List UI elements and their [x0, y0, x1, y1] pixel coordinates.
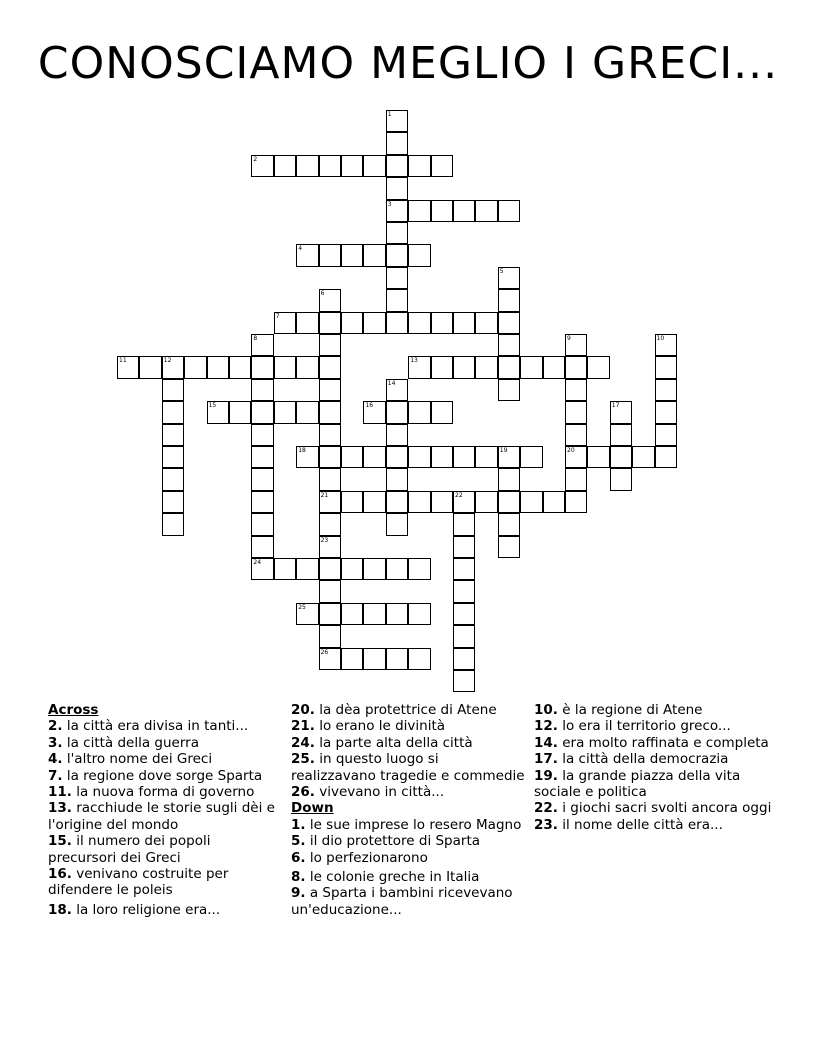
grid-cell[interactable]: [498, 468, 520, 490]
grid-cell[interactable]: [162, 468, 184, 490]
grid-cell[interactable]: [341, 155, 363, 177]
grid-cell[interactable]: [453, 625, 475, 647]
grid-cell[interactable]: [610, 468, 632, 490]
clue-across-7: 7. la regione dove sorge Sparta: [48, 767, 263, 784]
grid-cell[interactable]: [386, 468, 408, 490]
clue-number: 14: [387, 379, 396, 387]
clue-number: 22: [455, 491, 463, 499]
clue-across-2: 2. la città era divisa in tanti...: [48, 718, 249, 735]
grid-cell[interactable]: [408, 491, 430, 513]
grid-cell[interactable]: [319, 401, 341, 423]
grid-cell[interactable]: [274, 356, 296, 378]
clue-number: 25: [298, 603, 306, 611]
grid-cell[interactable]: [587, 446, 609, 468]
clues-column-3: [534, 702, 774, 833]
clues-column-1: [48, 702, 280, 918]
grid-cell[interactable]: [162, 446, 184, 468]
grid-cell[interactable]: [363, 491, 385, 513]
grid-cell[interactable]: [431, 200, 453, 222]
grid-cell[interactable]: [475, 356, 497, 378]
grid-cell[interactable]: [296, 312, 318, 334]
grid-cell[interactable]: [251, 491, 273, 513]
grid-cell[interactable]: [319, 468, 341, 490]
grid-cell[interactable]: [296, 446, 318, 468]
grid-cell[interactable]: [251, 401, 273, 423]
grid-cell[interactable]: [431, 155, 453, 177]
grid-cell[interactable]: [386, 222, 408, 244]
grid-cell[interactable]: [610, 446, 632, 468]
clue-across-26: 26. vivevano in città...: [291, 784, 445, 801]
grid-cell[interactable]: [408, 648, 430, 670]
grid-cell[interactable]: [319, 155, 341, 177]
grid-cell[interactable]: [117, 356, 139, 378]
grid-cell[interactable]: [498, 491, 520, 513]
grid-cell[interactable]: [162, 401, 184, 423]
clue-across-18: 18. la loro religione era...: [48, 901, 221, 918]
clue-across-25: 25. in questo luogo si realizzavano tragedie e commedie: [291, 751, 525, 784]
grid-cell[interactable]: [453, 513, 475, 535]
clue-number: 9: [567, 335, 571, 342]
grid-cell[interactable]: [251, 424, 273, 446]
grid-cell[interactable]: [453, 446, 475, 468]
clue-across-20: 20. la dèa protettrice di Atene: [291, 702, 497, 718]
grid-cell[interactable]: [162, 513, 184, 535]
grid-cell[interactable]: [565, 446, 587, 468]
grid-cell[interactable]: [386, 177, 408, 199]
grid-cell[interactable]: [655, 424, 677, 446]
grid-cell[interactable]: [498, 200, 520, 222]
grid-cell[interactable]: [565, 356, 587, 378]
clue-number: 24: [253, 559, 262, 566]
grid-cell[interactable]: [386, 491, 408, 513]
grid-cell[interactable]: [453, 580, 475, 602]
grid-cell[interactable]: [431, 491, 453, 513]
grid-cell[interactable]: [363, 312, 385, 334]
grid-cell[interactable]: [207, 401, 229, 423]
clue-across-21: 21. lo erano le divinità: [291, 718, 446, 735]
grid-cell[interactable]: [520, 356, 542, 378]
grid-cell[interactable]: [565, 424, 587, 446]
clue-number: 16: [365, 402, 374, 410]
clue-across-13: 13. racchiude le storie sugli dèi e l'origine del mondo: [48, 800, 275, 833]
grid-cell[interactable]: [453, 603, 475, 625]
grid-cell[interactable]: [386, 155, 408, 177]
grid-cell[interactable]: [274, 312, 296, 334]
grid-cell[interactable]: [565, 334, 587, 356]
clue-down-8: 8. le colonie greche in Italia: [291, 869, 480, 886]
down-header: Down: [291, 800, 334, 817]
grid-cell[interactable]: [319, 513, 341, 535]
grid-cell[interactable]: [498, 312, 520, 334]
grid-cell[interactable]: [319, 446, 341, 468]
grid-cell[interactable]: [363, 648, 385, 670]
clue-number: 1: [387, 111, 392, 118]
grid-cell[interactable]: [408, 356, 430, 378]
grid-cell[interactable]: [498, 536, 520, 558]
grid-cell[interactable]: [386, 289, 408, 311]
grid-cell[interactable]: [498, 289, 520, 311]
grid-cell[interactable]: [319, 289, 341, 311]
grid-cell[interactable]: [319, 603, 341, 625]
clue-number: 26: [320, 648, 329, 656]
grid-cell[interactable]: [341, 648, 363, 670]
clue-down-10: 10. è la regione di Atene: [534, 702, 703, 718]
clue-down-5: 5. il dio protettore di Sparta: [291, 833, 481, 850]
clue-number: 2: [253, 155, 258, 163]
clue-across-24: 24. la parte alta della città: [291, 734, 473, 751]
grid-cell[interactable]: [274, 558, 296, 580]
clue-down-19: 19. la grande piazza della vita sociale e politica: [534, 767, 741, 801]
grid-cell[interactable]: [386, 424, 408, 446]
clue-number: 19: [499, 447, 508, 454]
grid-cell[interactable]: [319, 379, 341, 401]
clue-number: 5: [499, 267, 504, 275]
grid-cell[interactable]: [296, 356, 318, 378]
grid-cell[interactable]: [296, 558, 318, 580]
grid-cell[interactable]: [296, 244, 318, 266]
grid-cell[interactable]: [251, 468, 273, 490]
grid-cell[interactable]: [386, 267, 408, 289]
clue-number: 3: [387, 200, 392, 208]
grid-cell[interactable]: [408, 558, 430, 580]
grid-cell[interactable]: [386, 110, 408, 132]
grid-cell[interactable]: [431, 356, 453, 378]
grid-cell[interactable]: [386, 244, 408, 266]
grid-cell[interactable]: [319, 580, 341, 602]
clue-down-1: 1. le sue imprese lo resero Magno: [291, 816, 522, 833]
grid-cell[interactable]: [453, 200, 475, 222]
grid-cell[interactable]: [565, 491, 587, 513]
grid-cell[interactable]: [655, 446, 677, 468]
clue-number: 10: [656, 335, 665, 342]
grid-cell[interactable]: [296, 155, 318, 177]
clue-down-9: 9. a Sparta i bambini ricevevano un'educazione...: [291, 885, 513, 918]
grid-cell[interactable]: [251, 446, 273, 468]
clue-number: 15: [208, 402, 217, 410]
grid-cell[interactable]: [431, 401, 453, 423]
clue-number: 4: [298, 245, 303, 253]
grid-cell[interactable]: [386, 558, 408, 580]
grid-cell[interactable]: [453, 648, 475, 670]
grid-cell[interactable]: [386, 513, 408, 535]
clue-number: 6: [320, 290, 325, 298]
grid-cell[interactable]: [386, 648, 408, 670]
grid-cell[interactable]: [408, 401, 430, 423]
across-header: Across: [48, 702, 99, 718]
grid-cell[interactable]: [341, 244, 363, 266]
grid-cell[interactable]: [319, 312, 341, 334]
grid-cell[interactable]: [408, 244, 430, 266]
grid-cell[interactable]: [565, 379, 587, 401]
grid-cell[interactable]: [363, 558, 385, 580]
clue-number: 23: [320, 536, 329, 544]
clue-down-12: 12. lo era il territorio greco...: [534, 718, 731, 735]
grid-cell[interactable]: [319, 648, 341, 670]
grid-cell[interactable]: [139, 356, 161, 378]
grid-cell[interactable]: [319, 244, 341, 266]
grid-cell[interactable]: [587, 356, 609, 378]
grid-cell[interactable]: [498, 446, 520, 468]
clue-down-6: 6. lo perfezionarono: [291, 849, 428, 866]
grid-cell[interactable]: [386, 401, 408, 423]
grid-cell[interactable]: [543, 491, 565, 513]
grid-cell[interactable]: [498, 334, 520, 356]
grid-cell[interactable]: [386, 603, 408, 625]
grid-cell[interactable]: [319, 334, 341, 356]
grid-cell[interactable]: [319, 356, 341, 378]
grid-cell[interactable]: [453, 312, 475, 334]
grid-cell[interactable]: [341, 491, 363, 513]
grid-cell[interactable]: [386, 379, 408, 401]
clue-down-22: 22. i giochi sacri svolti ancora oggi: [534, 800, 772, 817]
grid-cell[interactable]: [610, 424, 632, 446]
clue-down-14: 14. era molto raffinata e completa: [534, 734, 769, 751]
grid-cell[interactable]: [475, 200, 497, 222]
grid-cell[interactable]: [386, 132, 408, 154]
grid-cell[interactable]: [296, 603, 318, 625]
grid-cell[interactable]: [453, 670, 475, 692]
grid-cell[interactable]: [386, 312, 408, 334]
grid-cell[interactable]: [408, 446, 430, 468]
grid-cell[interactable]: [498, 379, 520, 401]
grid-cell[interactable]: [431, 312, 453, 334]
grid-cell[interactable]: [341, 558, 363, 580]
grid-cell[interactable]: [363, 446, 385, 468]
grid-cell[interactable]: [520, 446, 542, 468]
clue-number: 11: [119, 357, 127, 365]
grid-cell[interactable]: [408, 155, 430, 177]
grid-cell[interactable]: [319, 558, 341, 580]
grid-cell[interactable]: [498, 356, 520, 378]
grid-cell[interactable]: [655, 379, 677, 401]
grid-cell[interactable]: [453, 356, 475, 378]
grid-cell[interactable]: [319, 625, 341, 647]
grid-cell[interactable]: [274, 401, 296, 423]
clue-number: 21: [320, 491, 329, 499]
grid-cell[interactable]: [543, 356, 565, 378]
page-title: CONOSCIAMO MEGLIO I GRECI...: [37, 38, 779, 89]
crossword-grid[interactable]: [117, 110, 677, 692]
grid-cell[interactable]: [363, 603, 385, 625]
grid-cell[interactable]: [498, 267, 520, 289]
clue-across-15: 15. il numero dei popoli precursori dei Greci: [48, 833, 211, 866]
grid-cell[interactable]: [408, 200, 430, 222]
clues-column-2: [291, 702, 527, 918]
clue-number: 17: [611, 402, 620, 410]
grid-cell[interactable]: [453, 558, 475, 580]
grid-cell[interactable]: [475, 491, 497, 513]
clue-number: 7: [275, 312, 280, 320]
grid-cell[interactable]: [655, 401, 677, 423]
grid-cell[interactable]: [319, 424, 341, 446]
grid-cell[interactable]: [229, 401, 251, 423]
grid-cell[interactable]: [251, 513, 273, 535]
grid-cell[interactable]: [251, 334, 273, 356]
grid-cell[interactable]: [610, 401, 632, 423]
clue-number: 20: [567, 447, 575, 454]
grid-cell[interactable]: [363, 401, 385, 423]
grid-cell[interactable]: [251, 356, 273, 378]
clue-across-11: 11. la nuova forma di governo: [48, 784, 255, 801]
grid-cell[interactable]: [453, 536, 475, 558]
grid-cell[interactable]: [565, 401, 587, 423]
grid-cell[interactable]: [363, 244, 385, 266]
grid-cell[interactable]: [498, 513, 520, 535]
clue-number: 13: [410, 357, 418, 365]
grid-cell[interactable]: [184, 356, 206, 378]
grid-cell[interactable]: [565, 468, 587, 490]
grid-cell[interactable]: [251, 536, 273, 558]
grid-cell[interactable]: [319, 536, 341, 558]
clue-across-4: 4. l'altro nome dei Greci: [48, 751, 213, 768]
grid-cell[interactable]: [229, 356, 251, 378]
grid-cell[interactable]: [408, 603, 430, 625]
grid-cell[interactable]: [431, 446, 453, 468]
grid-cell[interactable]: [341, 446, 363, 468]
grid-cell[interactable]: [162, 379, 184, 401]
grid-cell[interactable]: [162, 356, 184, 378]
grid-cell[interactable]: [363, 155, 385, 177]
grid-cell[interactable]: [319, 491, 341, 513]
grid-cell[interactable]: [162, 491, 184, 513]
grid-cell[interactable]: [162, 424, 184, 446]
clue-down-17: 17. la città della democrazia: [534, 751, 729, 768]
grid-cell[interactable]: [251, 558, 273, 580]
grid-cell[interactable]: [296, 401, 318, 423]
grid-cell[interactable]: [408, 312, 430, 334]
clue-number: 18: [298, 447, 306, 454]
grid-cell[interactable]: [341, 312, 363, 334]
grid-cell[interactable]: [655, 334, 677, 356]
grid-cell[interactable]: [386, 446, 408, 468]
grid-cell[interactable]: [475, 446, 497, 468]
clue-number: 8: [253, 335, 258, 342]
grid-cell[interactable]: [475, 312, 497, 334]
grid-cell[interactable]: [520, 491, 542, 513]
clue-down-23: 23. il nome delle città era...: [534, 816, 723, 833]
grid-cell[interactable]: [341, 603, 363, 625]
grid-cell[interactable]: [386, 200, 408, 222]
clue-across-16: 16. venivano costruite per difendere le poleis: [48, 866, 229, 899]
clue-across-3: 3. la città della guerra: [48, 734, 199, 751]
clue-number: 12: [163, 357, 172, 365]
grid-cell[interactable]: [274, 155, 296, 177]
grid-cell[interactable]: [632, 446, 654, 468]
grid-cell[interactable]: [251, 379, 273, 401]
grid-cell[interactable]: [207, 356, 229, 378]
grid-cell[interactable]: [453, 491, 475, 513]
grid-cell[interactable]: [655, 356, 677, 378]
grid-cell[interactable]: [251, 155, 273, 177]
